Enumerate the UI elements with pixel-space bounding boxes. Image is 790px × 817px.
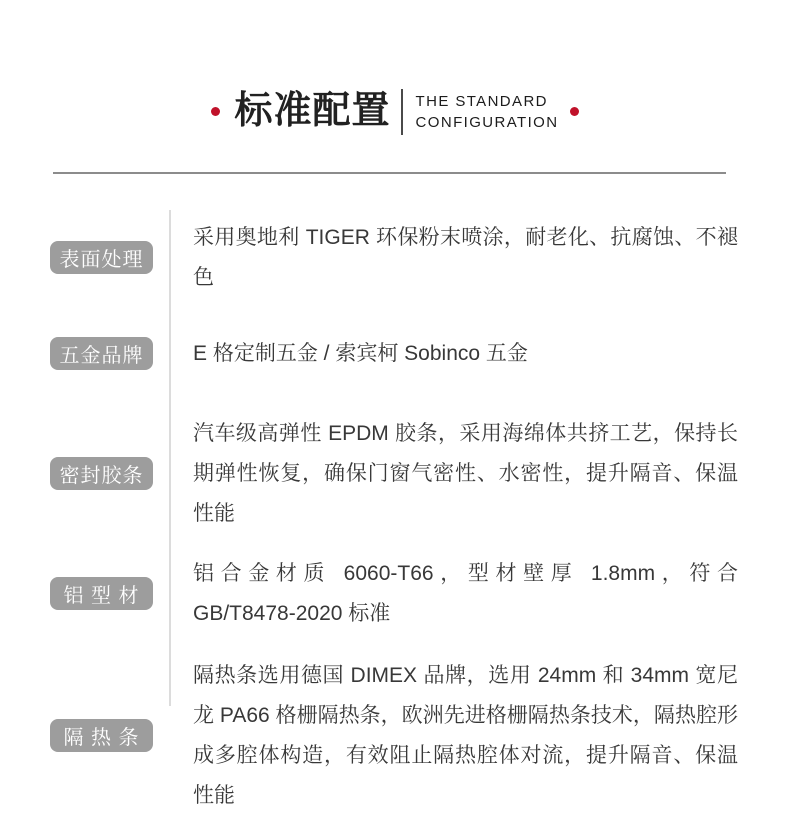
spec-text: 隔热条选用德国 DIMEX 品牌，选用 24mm 和 34mm 宽尼龙 PA66 格栅隔热条，欧洲先进格栅隔热条技术，隔热腔形成多腔体构造，有效阻止隔热腔体对流，提升隔音、保温性能 [193,663,738,807]
spec-label-badge: 铝 型 材 [50,577,153,610]
spec-text: 汽车级高弹性 EPDM 胶条，采用海绵体共挤工艺，保持长期弹性恢复，确保门窗气密性、水密性，提升隔音、保温性能 [193,421,738,525]
subtitle-line-1: THE STANDARD [415,92,548,110]
page-title: 标准配置 [234,90,391,132]
spec-label-column [50,241,170,274]
red-dot-icon [211,107,220,116]
spec-label-column [50,577,170,610]
spec-text: 采用奥地利 TIGER 环保粉末喷涂，耐老化、抗腐蚀、不褪色 [193,225,738,289]
spec-row [50,414,738,534]
spec-label-badge: 隔 热 条 [50,719,153,752]
header-rule [53,172,726,174]
page-subtitle [416,91,559,133]
spec-row [50,218,738,298]
spec-row [50,334,738,374]
spec-label-column [50,337,170,370]
spec-table [50,218,738,816]
spec-row [50,554,738,634]
title-divider [401,89,403,135]
spec-label-badge: 密封胶条 [50,457,153,490]
spec-label-badge: 表面处理 [50,241,153,274]
header [0,0,790,136]
subtitle-line-2: CONFIGURATION [415,113,559,131]
spec-label-badge: 五金品牌 [50,337,153,370]
spec-label-column [50,719,170,752]
red-dot-icon [570,107,579,116]
spec-label-column [50,457,170,490]
spec-text: 铝合金材质 6060-T66，型材壁厚 1.8mm，符合 GB/T8478-2020 标准 [193,561,738,625]
spec-row [50,656,738,816]
spec-text: E 格定制五金 / 索宾柯 Sobinco 五金 [193,341,528,365]
spec-divider-line [169,210,171,706]
